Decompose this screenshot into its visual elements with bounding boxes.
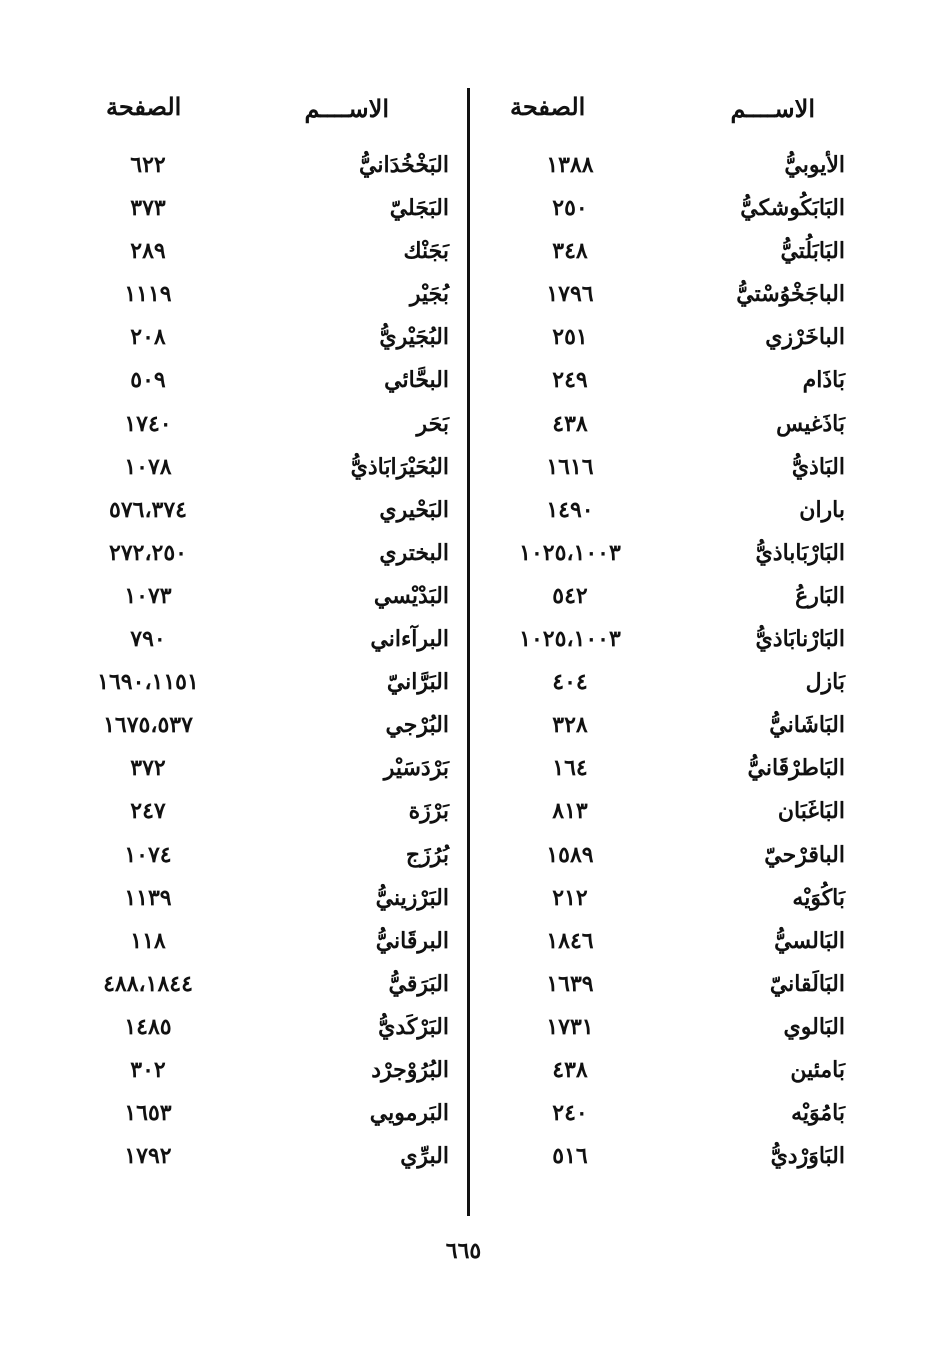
entry-page-number: ٢٤٠ [552,1100,588,1127]
entry-name: البَحْيري [379,496,449,523]
index-entry [0,1139,467,1182]
entry-page-number: ١٣٨٨ [546,152,594,178]
entry-page-number: ٧٩٠ [130,626,166,653]
entry-name: بَازل [805,669,845,696]
entry-page-number: ٣٤٨ [552,238,588,265]
index-entry [0,1096,467,1139]
entry-name: البرِّي [400,1143,449,1170]
entry-name: البحَّائي [384,367,449,394]
entry-page-number: ١٠٧٨ [124,453,172,480]
entry-page-number: ٦٢٢ [130,152,166,178]
index-entry [0,234,467,277]
index-entry [0,407,467,450]
entry-page-number: ١٠٢٥،١٠٠٣ [519,626,621,653]
entry-page-number: ٤٠٤ [552,669,588,696]
entry-page-number: ٢٠٨ [130,324,166,351]
index-entry [0,148,467,191]
name-column-header: الاســــم [304,94,389,123]
entry-page-number: ١٧٩٦ [546,281,594,308]
entry-name: بَاذَام [802,367,845,394]
entry-name: بَجَنْك [403,238,449,265]
entry-page-number: ٢٥٠ [552,195,588,222]
index-entry [470,1010,927,1053]
entry-name: البَارْبَاباذيُّ [755,539,845,566]
entry-name: بُجَيْر [409,281,449,308]
entry-page-number: ٢٨٩ [130,238,166,265]
entry-page-number: ٢٤٩ [552,367,588,394]
entry-name: البَرَقيُّ [388,970,449,997]
index-entry [470,622,927,665]
entry-page-number: ٣٧٢ [130,755,166,782]
entry-page-number: ٥٤٢ [552,582,588,609]
page-column-header: الصفحة [510,92,586,121]
entry-name: بُرُزَج [405,841,449,868]
index-entry [0,881,467,924]
index-entry [470,665,927,708]
entry-name: الباخَرْزي [765,324,845,351]
right-index-column [470,0,927,1366]
name-column-header: الاســــم [730,94,815,123]
entry-page-number: ١٦٥٣ [124,1100,172,1127]
index-entry [470,148,927,191]
entry-name: بَاذَغيس [776,410,845,437]
entry-page-number: ٢١٢ [552,884,588,911]
entry-page-number: ٨١٣ [552,798,588,825]
entry-name: البَجَليّ [389,195,449,222]
entry-name: البُحَيْرَابَاذيُّ [350,453,449,480]
entry-page-number: ٣٠٢ [130,1056,166,1083]
page-column-header: الصفحة [106,92,182,121]
left-index-rows [0,148,467,1182]
entry-page-number: ١٠٧٣ [124,582,172,609]
entry-page-number: ١٧٤٠ [124,410,172,437]
entry-name: بَاكُوَيْه [792,884,845,911]
entry-page-number: ٤٨٨،١٨٤٤ [103,970,193,997]
entry-name: باران [799,496,845,523]
index-entry [0,450,467,493]
index-entry [470,967,927,1010]
entry-page-number: ١٠٧٤ [124,841,172,868]
index-entry [470,794,927,837]
index-entry [0,708,467,751]
entry-name: البَارْنابَاذيُّ [755,626,845,653]
index-entry [470,277,927,320]
index-entry [0,1053,467,1096]
index-entry [470,1096,927,1139]
entry-name: بَرْزَة [408,798,449,825]
index-entry [470,407,927,450]
index-entry [0,838,467,881]
entry-page-number: ١١٨ [130,927,166,954]
index-entry [0,665,467,708]
entry-page-number: ١١٣٩ [124,884,172,911]
index-entry [0,967,467,1010]
entry-name: البَارعُ [795,582,845,609]
entry-name: البَالوي [783,1013,845,1040]
index-entry [470,493,927,536]
entry-page-number: ١٦٧٥،٥٣٧ [103,712,193,739]
index-entry [0,363,467,406]
entry-name: البَاشَانيُّ [769,712,845,739]
index-entry [0,191,467,234]
entry-page-number: ١١١٩ [124,281,172,308]
entry-name: الباقرْحيّ [764,841,845,868]
entry-name: البَابَكُوشكيُّ [740,195,845,222]
entry-page-number: ١٦٤ [552,755,588,782]
entry-name: البَاطرْقَانيُّ [747,755,845,782]
index-entry [470,450,927,493]
entry-page-number: ١٦٩٠،١١٥١ [97,669,199,696]
entry-page-number: ٥٧٦،٣٧٤ [109,496,187,523]
index-entry [0,622,467,665]
entry-name: البَاوَرْديُّ [770,1143,845,1170]
entry-name: الأيوبيُّ [784,152,845,178]
entry-name: البرقَانيُّ [375,927,449,954]
entry-page-number: ١٤٨٥ [124,1013,172,1040]
entry-page-number: ١٨٤٦ [546,927,594,954]
entry-name: البختري [379,539,449,566]
index-entry [0,924,467,967]
index-entry [470,579,927,622]
entry-page-number: ٢٤٧ [130,798,166,825]
entry-page-number: ٢٥١ [552,324,588,351]
index-entry [470,191,927,234]
entry-page-number: ٣٢٨ [552,712,588,739]
entry-page-number: ١٧٣١ [546,1013,594,1040]
entry-name: البَابَلُتيُّ [780,238,845,265]
index-entry [0,751,467,794]
entry-name: البَاغَبَان [777,798,845,825]
entry-name: الباجَخْوُسْتيُّ [736,281,845,308]
index-entry [470,363,927,406]
index-entry [0,536,467,579]
entry-name: البُرْجي [385,712,449,739]
index-entry [0,320,467,363]
index-entry [0,277,467,320]
entry-name: البَرمويي [369,1100,449,1127]
index-entry [0,493,467,536]
index-entry [0,794,467,837]
column-divider [467,88,470,1216]
entry-name: البَرْزينيُّ [375,884,449,911]
entry-page-number: ٥١٦ [552,1143,588,1170]
entry-page-number: ١٦٣٩ [546,970,594,997]
entry-name: البَرَّانيّ [386,669,449,696]
entry-name: بَرْدَسَيْر [383,755,449,782]
entry-page-number: ١٧٩٢ [124,1143,172,1170]
entry-name: بَامئين [790,1056,845,1083]
entry-name: البَدْيْسي [373,582,449,609]
entry-page-number: ١٤٩٠ [546,496,594,523]
entry-name: بَحَر [416,410,449,437]
entry-name: البَالسيُّ [774,927,845,954]
entry-page-number: ١٥٨٩ [546,841,594,868]
entry-page-number: ٥٠٩ [130,367,166,394]
entry-page-number: ١٦١٦ [546,453,594,480]
index-entry [470,881,927,924]
entry-page-number: ٣٧٣ [130,195,166,222]
index-entry [470,708,927,751]
entry-name: البُجَيْريُّ [379,324,449,351]
entry-name: البرآءاني [370,626,449,653]
index-entry [470,838,927,881]
index-entry [0,1010,467,1053]
index-entry [470,1139,927,1182]
page-number: ٦٦٥ [445,1238,482,1264]
entry-page-number: ٤٣٨ [552,1056,588,1083]
index-entry [470,751,927,794]
entry-page-number: ١٠٢٥،١٠٠٣ [519,539,621,566]
entry-name: البَخْخُدَانيُّ [359,152,449,178]
entry-name: البَاذيُّ [791,453,845,480]
index-entry [0,579,467,622]
index-entry [470,1053,927,1096]
entry-name: بَامُوَيْه [791,1100,845,1127]
right-index-rows [470,148,927,1182]
entry-page-number: ٤٣٨ [552,410,588,437]
entry-name: البَرْكَديُّ [378,1013,449,1040]
index-entry [470,924,927,967]
index-entry [470,234,927,277]
index-entry [470,320,927,363]
entry-name: البَالَقانيّ [769,970,845,997]
entry-page-number: ٢٧٢،٢٥٠ [109,539,187,566]
entry-name: البُرُوْجرْد [371,1056,449,1083]
index-entry [470,536,927,579]
